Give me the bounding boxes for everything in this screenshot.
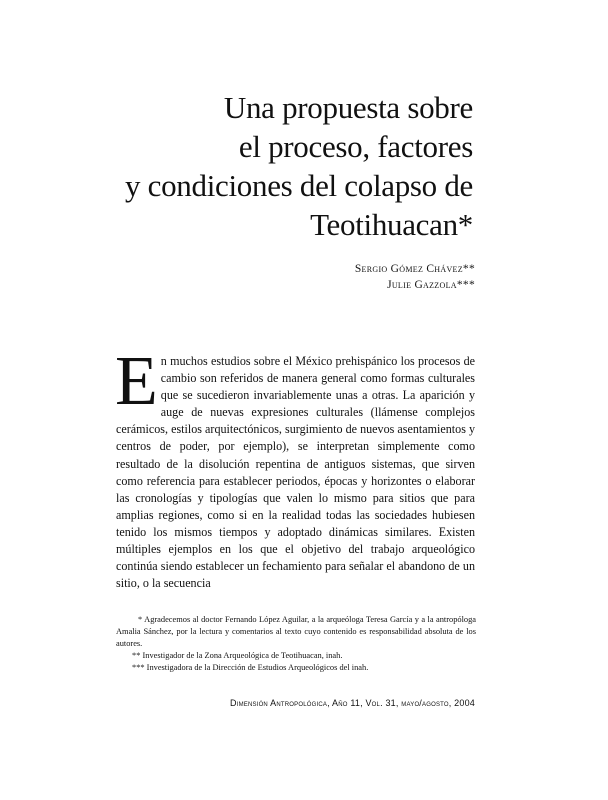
footnote: *** Investigadora de la Dirección de Estudios Arqueológicos del inah. [132, 663, 369, 672]
journal-footer: Dimensión Antropológica, Año 11, Vol. 31, mayo/agosto, 2004 [230, 698, 475, 708]
drop-cap: E [115, 343, 158, 420]
author-name: Sergio Gómez Chávez** [354, 263, 475, 275]
body-paragraph [115, 343, 475, 592]
paragraph-text: n muchos estudios sobre el México prehispánico los procesos de cambio son referidos de manera general como formas culturales que se sucedieron invariablemente unas a otras. La aparición y auge de nuevas expresiones culturales (llámense complejos cerámicos, estilos arquitectónicos, surgimiento de nuevos asentamientos y centros de poder, por ejemplo), se interpretan simplemente como resultado de la disolución repentina de antiguos sistemas, que sirven como referencia para establecer periodos, épocas y horizontes o elaborar las cronologías y tipologías que valen lo mismo para sitios que para amplias regiones, como si en la realidad todas las sociedades hubiesen tenido los mismos tiempos y adoptado dinámicas similares. Existen múltiples ejemplos en los que el objetivo del trabajo arqueológico continúa siendo establecer un fechamiento para señalar el abandono de un sitio, o la secuencia [116, 354, 475, 591]
author-name: Julie Gazzola*** [387, 279, 475, 291]
author-list [175, 261, 475, 293]
article-title [53, 88, 473, 244]
title-line: y condiciones del colapso de [125, 168, 473, 203]
footnotes [116, 614, 476, 674]
title-line: Teotihuacan* [310, 207, 473, 242]
title-line: Una propuesta sobre [223, 90, 473, 125]
footnote: * Agradecemos al doctor Fernando López Aguilar, a la arqueóloga Teresa García y a la antropóloga Amalia Sánchez, por la lectura y comentarios al texto cuyo contenido es responsabilidad absoluta de los autores. [116, 615, 476, 648]
footnote: ** Investigador de la Zona Arqueológica de Teotihuacan, inah. [132, 651, 343, 660]
title-line: el proceso, factores [238, 129, 473, 164]
